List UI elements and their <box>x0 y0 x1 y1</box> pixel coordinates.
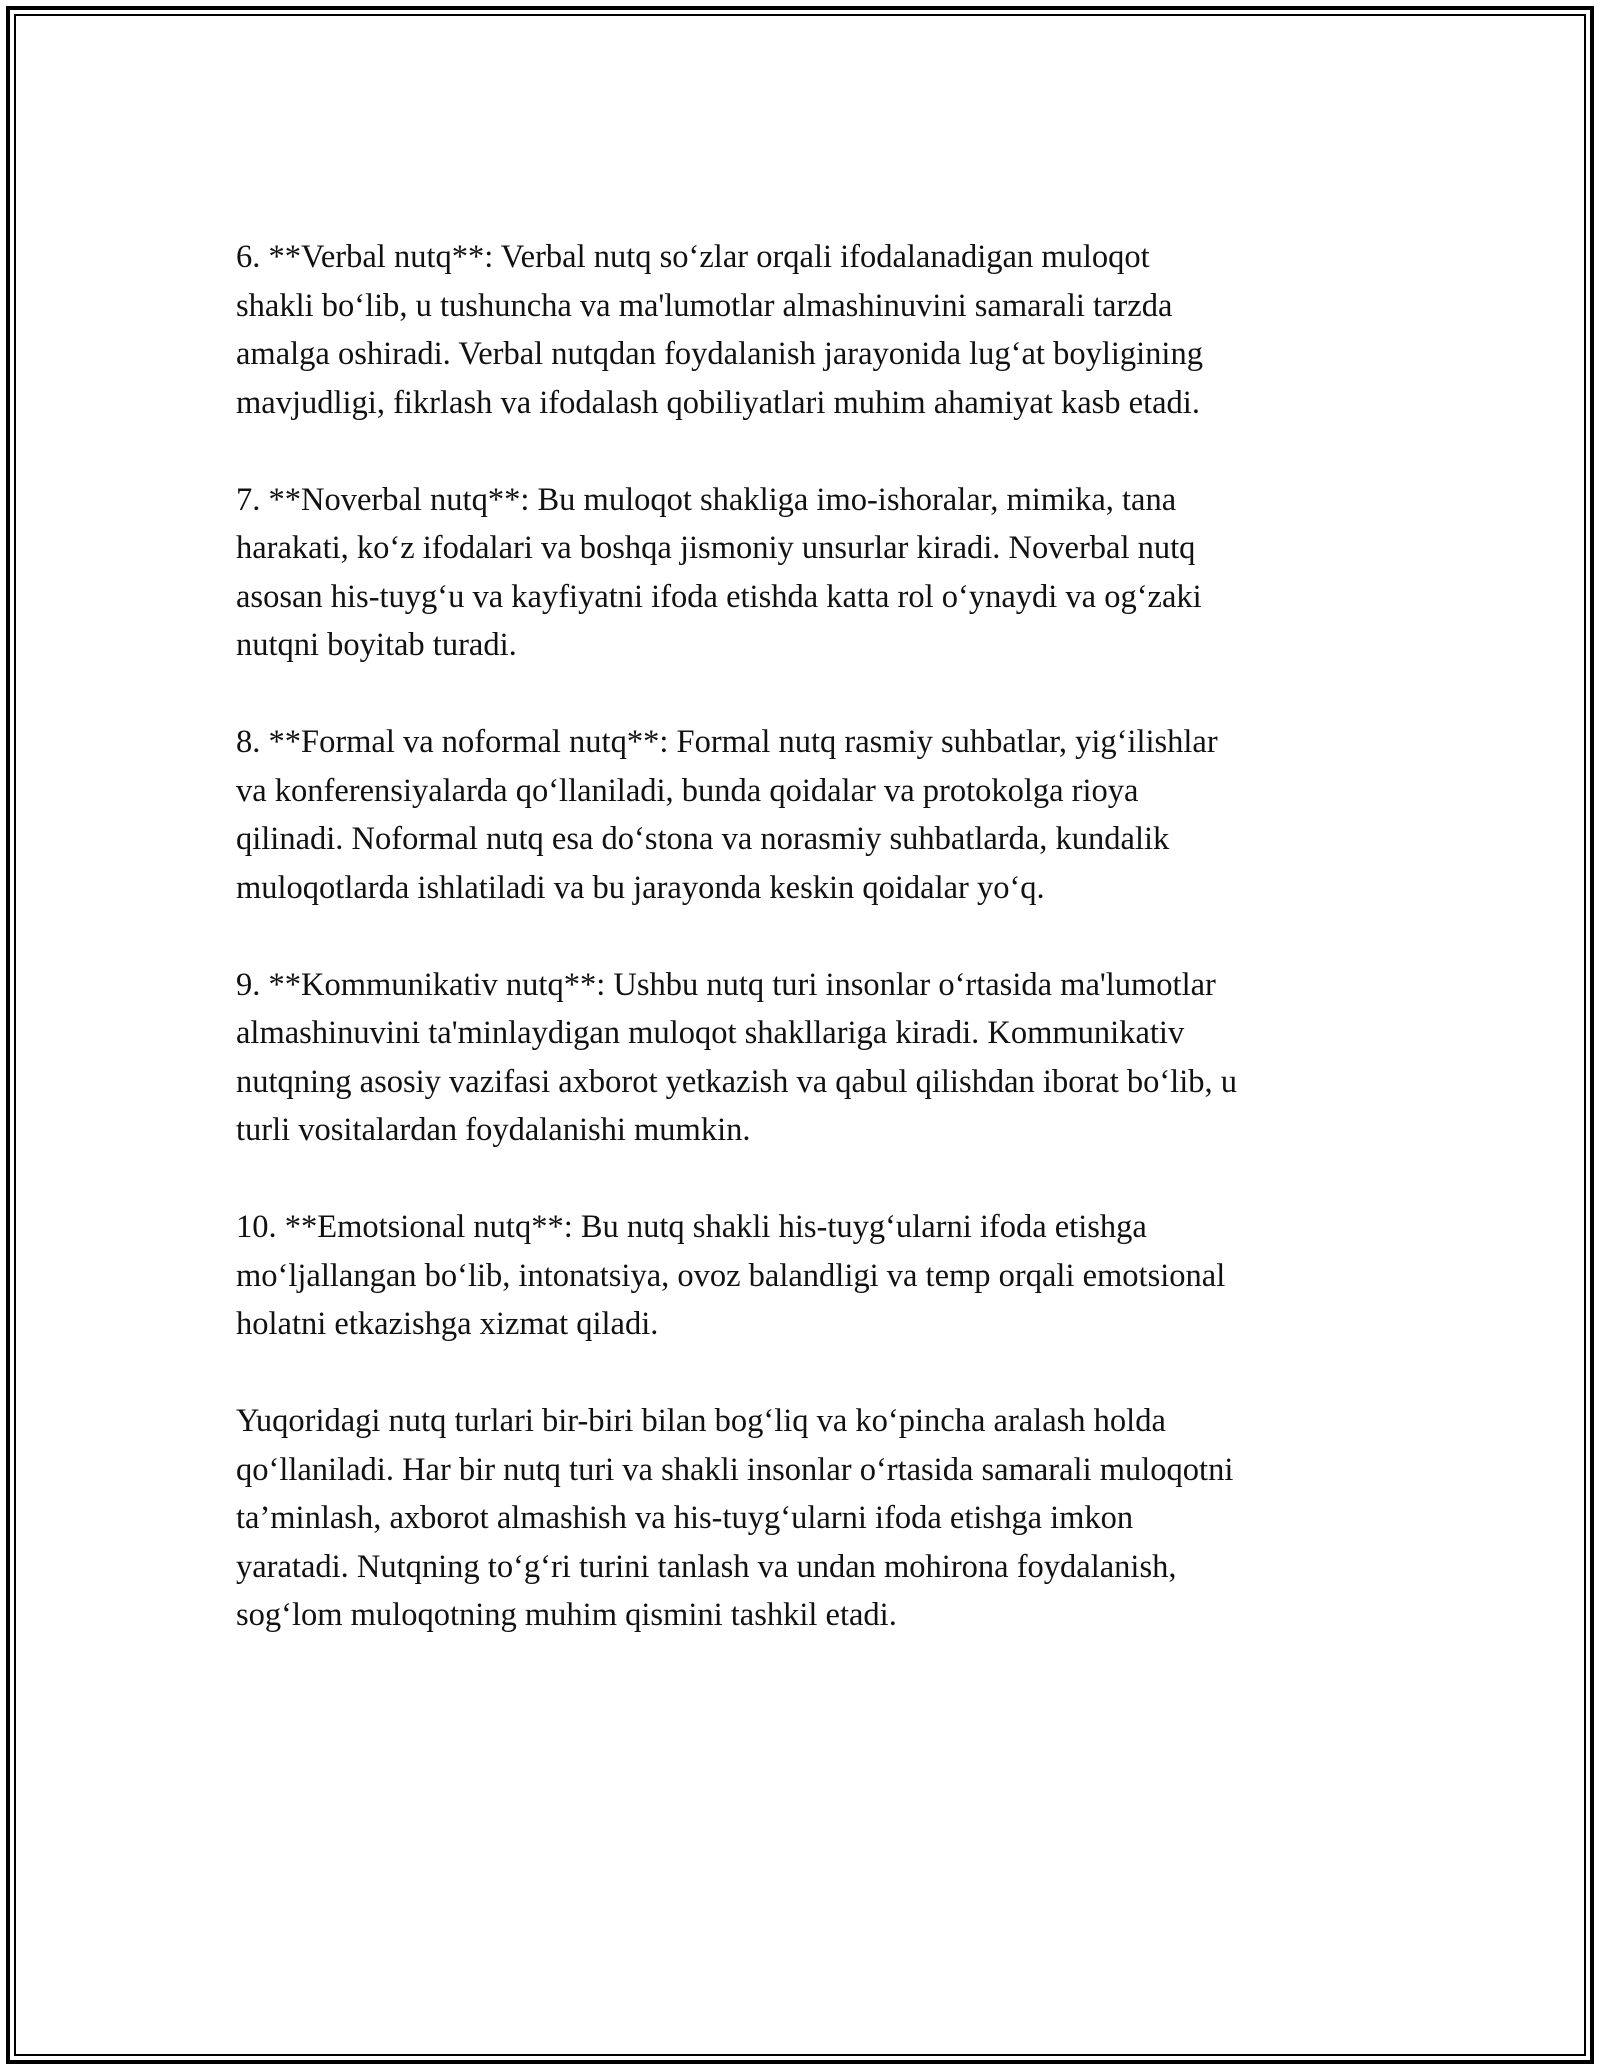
paragraph-conclusion <box>236 1397 1376 1640</box>
text-line: asosan his-tuyg‘u va kayfiyatni ifoda etishda katta rol o‘ynaydi va og‘zaki <box>236 578 1202 615</box>
text-line: qilinadi. Noformal nutq esa do‘stona va norasmiy suhbatlarda, kundalik <box>236 821 1170 857</box>
text-line: amalga oshiradi. Verbal nutqdan foydalanish jarayonida lug‘at boyligining <box>236 336 1203 372</box>
paragraph-formal-noformal <box>236 718 1376 912</box>
text-line: holatni etkazishga xizmat qiladi. <box>236 1306 659 1342</box>
text-line: sog‘lom muloqotning muhim qismini tashkil etadi. <box>236 1597 897 1633</box>
paragraph-verbal <box>236 233 1376 427</box>
text-line: muloqotlarda ishlatiladi va bu jarayonda keskin qoidalar yo‘q. <box>236 869 1045 906</box>
text-line: nutqni boyitab turadi. <box>236 627 517 663</box>
text-line: mavjudligi, fikrlash va ifodalash qobiliyatlari muhim ahamiyat kasb etadi. <box>236 384 1200 421</box>
text-line: va konferensiyalarda qo‘llaniladi, bunda qoidalar va protokolga rioya <box>236 772 1139 809</box>
text-line: mo‘ljallangan bo‘lib, intonatsiya, ovoz balandligi va temp orqali emotsional <box>236 1257 1226 1294</box>
paragraph-noverbal <box>236 476 1376 670</box>
text-line: qo‘llaniladi. Har bir nutq turi va shakli insonlar o‘rtasida samarali muloqotni <box>236 1451 1234 1488</box>
paragraph-emotsional <box>236 1203 1376 1349</box>
text-line: 7. **Noverbal nutq**: Bu muloqot shakliga imo-ishoralar, mimika, tana <box>236 481 1177 518</box>
text-line: 6. **Verbal nutq**: Verbal nutq so‘zlar orqali ifodalanadigan muloqot <box>236 239 1150 275</box>
text-line: 9. **Kommunikativ nutq**: Ushbu nutq turi insonlar o‘rtasida ma'lumotlar <box>236 966 1216 1003</box>
text-line: turli vositalardan foydalanishi mumkin. <box>236 1112 751 1148</box>
text-line: 10. **Emotsional nutq**: Bu nutq shakli his-tuyg‘ularni ifoda etishga <box>236 1209 1147 1245</box>
text-line: nutqning asosiy vazifasi axborot yetkazish va qabul qilishdan iborat bo‘lib, u <box>236 1063 1237 1100</box>
paragraph-kommunikativ <box>236 961 1376 1155</box>
text-line: harakati, ko‘z ifodalari va boshqa jismoniy unsurlar kiradi. Noverbal nutq <box>236 530 1196 566</box>
text-line: ta’minlash, axborot almashish va his-tuyg‘ularni ifoda etishga imkon <box>236 1500 1134 1536</box>
text-line: shakli bo‘lib, u tushuncha va ma'lumotlar almashinuvini samarali tarzda <box>236 287 1173 324</box>
text-line: yaratadi. Nutqning to‘g‘ri turini tanlash va undan mohirona foydalanish, <box>236 1548 1177 1585</box>
text-line: almashinuvini ta'minlaydigan muloqot shakllariga kiradi. Kommunikativ <box>236 1015 1185 1051</box>
text-line: 8. **Formal va noformal nutq**: Formal nutq rasmiy suhbatlar, yig‘ilishlar <box>236 724 1218 760</box>
document-body <box>236 233 1376 1640</box>
text-line: Yuqoridagi nutq turlari bir-biri bilan bog‘liq va ko‘pincha aralash holda <box>236 1403 1166 1439</box>
